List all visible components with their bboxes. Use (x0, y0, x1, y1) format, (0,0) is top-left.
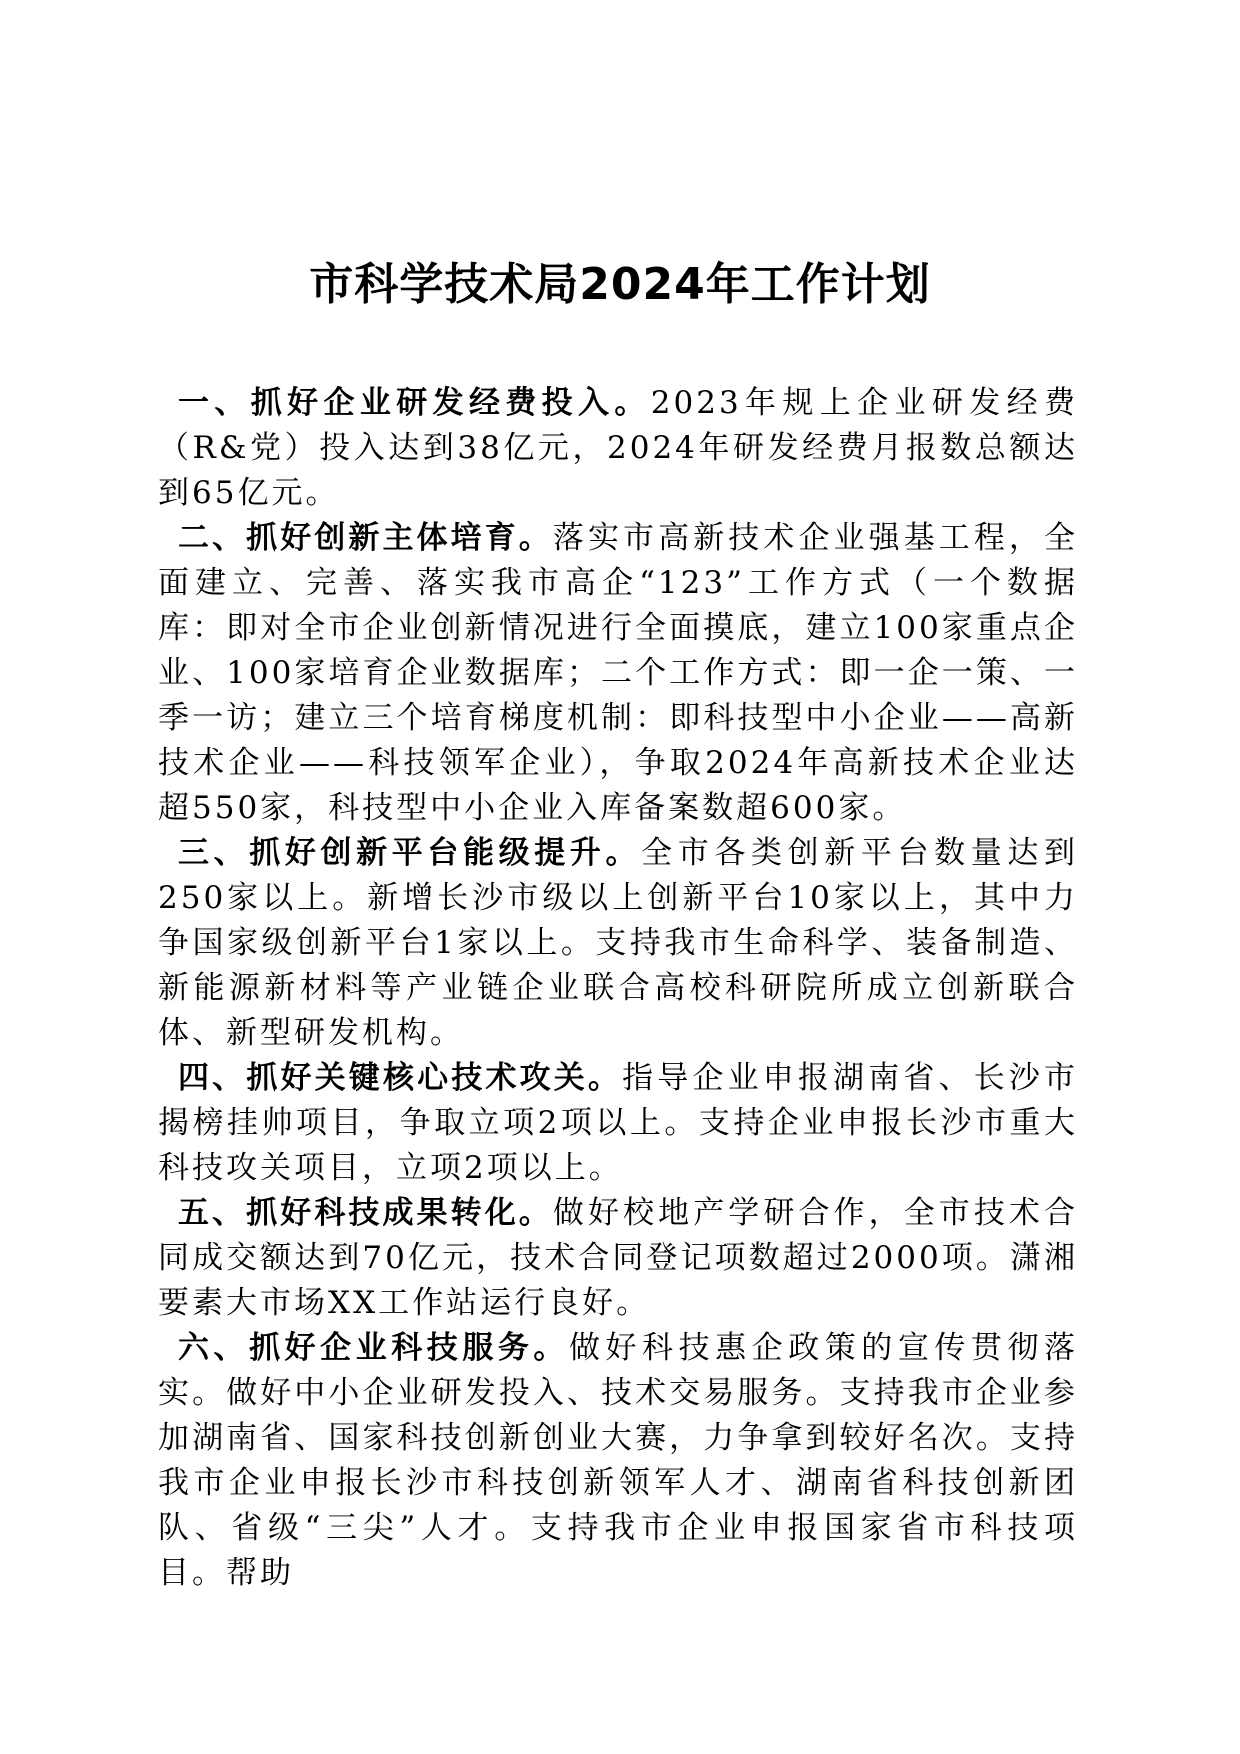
paragraph-rd-investment (158, 381, 1078, 516)
document-body (158, 381, 1078, 1596)
paragraph-text: 全市各类创新平台数量达到250家以上。新增长沙市级以上创新平台10家以上，其中力争国家级创新平台1家以上。支持我市生命科学、装备制造、新能源新材料等产业链企业联合高校科研院所成立创新联合体、新型研发机构。 (158, 835, 1078, 1051)
paragraph-innovation-platform (158, 831, 1078, 1056)
paragraph-text: 做好校地产学研合作，全市技术合同成交额达到70亿元，技术合同登记项数超过2000项。潇湘要素大市场XX工作站运行良好。 (158, 1195, 1079, 1321)
paragraph-text: 2023年规上企业研发经费（R&党）投入达到38亿元，2024年研发经费月报数总额达到65亿元。 (158, 385, 1078, 511)
paragraph-heading: 二、抓好创新主体培育。 (178, 520, 553, 556)
document-title: 市科学技术局2024年工作计划 (309, 259, 931, 310)
paragraph-text: 做好科技惠企政策的宣传贯彻落实。做好中小企业研发投入、技术交易服务。支持我市企业参加湖南省、国家科技创新创业大赛，力争拿到较好名次。支持我市企业申报长沙市科技创新领军人才、湖南省科技创新团队、省级“三尖”人才。支持我市企业申报国家省市科技项目。帮助 (158, 1330, 1079, 1591)
paragraph-core-technology (158, 1056, 1078, 1191)
paragraph-innovation-entity (158, 516, 1078, 831)
paragraph-heading: 一、抓好企业研发经费投入。 (178, 385, 651, 421)
paragraph-tech-service (158, 1326, 1078, 1596)
paragraph-heading: 四、抓好关键核心技术攻关。 (178, 1060, 623, 1096)
paragraph-heading: 五、抓好科技成果转化。 (178, 1195, 553, 1231)
paragraph-achievement-transfer (158, 1191, 1078, 1326)
paragraph-text: 落实市高新技术企业强基工程，全面建立、完善、落实我市高企“123”工作方式（一个数据库：即对全市企业创新情况进行全面摸底，建立100家重点企业、100家培育企业数据库；二个工作方式：即一企一策、一季一访；建立三个培育梯度机制：即科技型中小企业——高新技术企业——科技领军企业），争取2024年高新技术企业达超550家，科技型中小企业入库备案数超600家。 (158, 520, 1079, 826)
paragraph-text: 指导企业申报湖南省、长沙市揭榜挂帅项目，争取立项2项以上。支持企业申报长沙市重大科技攻关项目，立项2项以上。 (158, 1060, 1079, 1186)
paragraph-heading: 三、抓好创新平台能级提升。 (178, 835, 642, 871)
paragraph-heading: 六、抓好企业科技服务。 (178, 1330, 569, 1366)
